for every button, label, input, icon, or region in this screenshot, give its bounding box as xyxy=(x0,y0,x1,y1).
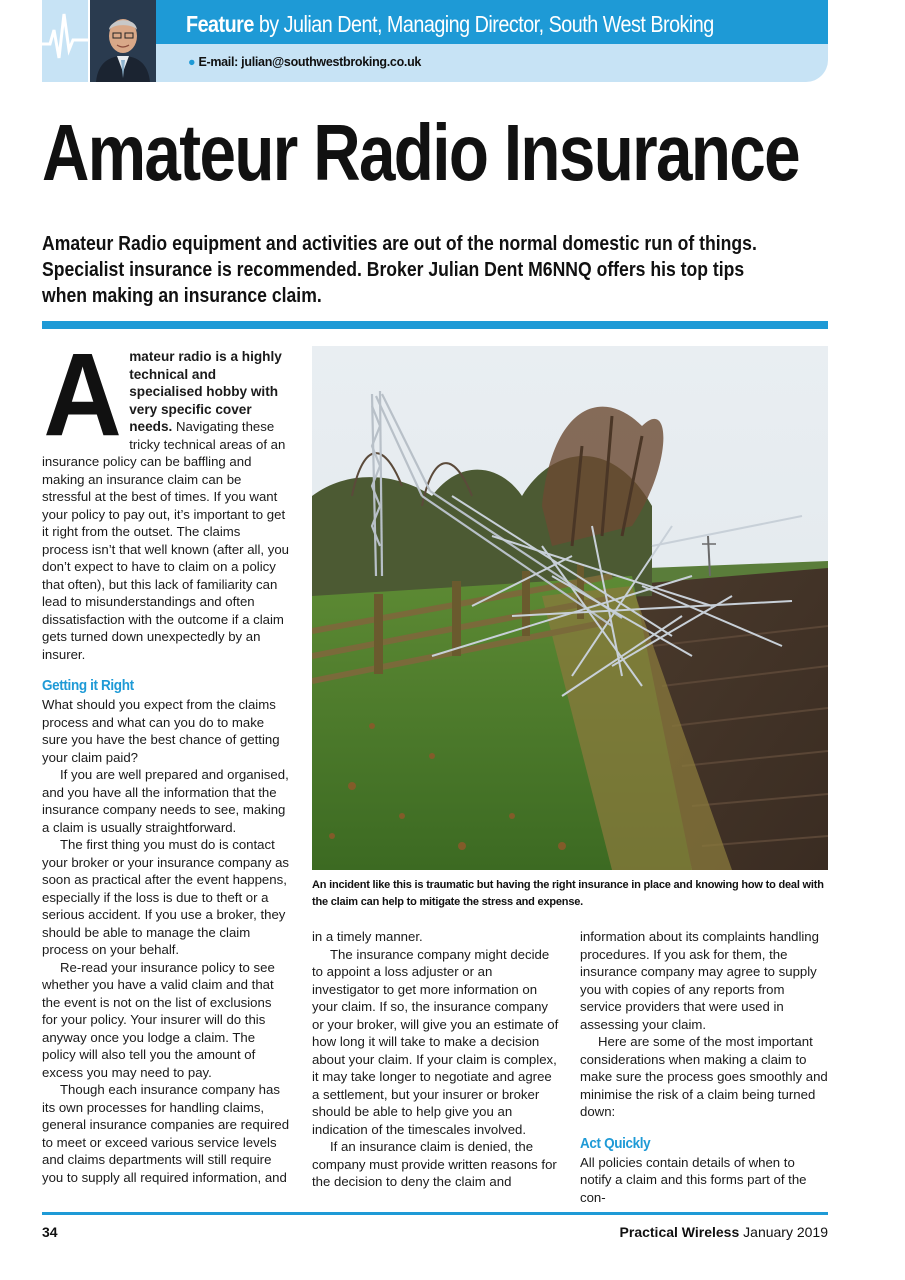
pulse-icon xyxy=(42,0,88,82)
paragraph: If you are well prepared and organised, and you have all the information that the insurance company needs to see, making a claim is usually straightforward. xyxy=(42,767,289,835)
author-email[interactable]: ● E-mail: julian@southwestbroking.co.uk xyxy=(188,55,422,69)
author-photo xyxy=(90,0,156,82)
paragraph: Here are some of the most important considerations when making a claim to make sure the process goes smoothly and minimise the risk of a claim being turned down: xyxy=(580,1034,828,1119)
paragraph: Though each insurance company has its own processes for handling claims, general insurance companies are required to meet or exceed various service levels and claims departments will still require you to supply all required information, and xyxy=(42,1082,290,1185)
magazine-issue: Practical Wireless January 2019 xyxy=(619,1224,828,1240)
dropcap: A xyxy=(43,329,122,461)
article-column-2 xyxy=(312,928,560,1191)
article-column-1 xyxy=(42,329,290,1186)
feature-logo xyxy=(42,0,88,82)
divider xyxy=(42,321,828,329)
paragraph: All policies contain details of when to notify a claim and this forms part of the con- xyxy=(580,1154,807,1205)
paragraph: information about its complaints handling procedures. If you ask for them, the insurance company may agree to supply you with copies of any reports from service providers that were used in assessing your claim. xyxy=(580,929,819,1032)
photo-caption: An incident like this is traumatic but having the right insurance in place and knowing how to deal with the claim can help to mitigate the stress and expense. xyxy=(312,879,824,908)
paragraph: Re-read your insurance policy to see whether you have a valid claim and that the event is not on the list of exclusions for your policy. Your insurer will do this anyway once you lodge a claim. The policy will also tell you the amount of excess you may need to pay. xyxy=(42,959,275,1080)
paragraph: The first thing you must do is contact your broker or your insurance company as soon as practical after the event happens, especially if the loss is due to theft or a serious accident. If you use a broker, they should be able to manage the claim process on your behalf. xyxy=(42,837,290,957)
feature-byline: Feature by Julian Dent, Managing Director, South West Broking xyxy=(186,11,714,37)
article-column-3 xyxy=(580,928,828,1206)
collapsed-mast-image xyxy=(312,346,828,870)
standfirst: Amateur Radio equipment and activities are out of the normal domestic run of things. Specialist insurance is recommended. Broker Julian Dent M6NNQ offers his top tips when making an insurance claim. xyxy=(42,233,757,307)
article-photo xyxy=(312,346,828,870)
paragraph: in a timely manner. xyxy=(312,929,423,944)
bullet-icon: ● xyxy=(188,55,199,69)
paragraph: The insurance company might decide to appoint a loss adjuster or an investigator to get more information on your claim. If so, the insurance company or your broker, will give you an estimate of how long it will take to make a decision about your claim. If your claim is complex, it may take longer to negotiate and agree a settlement, but your insurer or broker should be able to help give you an indication of the timescales involved. xyxy=(312,946,559,1137)
page-number: 34 xyxy=(42,1224,58,1240)
section-heading: Getting it Right xyxy=(42,677,134,694)
section-heading: Act Quickly xyxy=(580,1134,651,1152)
footer-divider xyxy=(42,1212,828,1215)
intro-paragraph: Amateur radio is a highly technical and specialised hobby with very specific cover needs. Navigating these tricky technical areas of an insurance policy can be baffling and making an insurance claim can be stressful at the best of times. If you want your policy to pay out, it’s important to get it right from the outset. The claims process isn’t that well known (after all, you don’t expect to have to claim on a policy that often), but this lack of familiarity can lead to misunderstandings and often dissatisfaction with the outcome if a claim gets turned down unexpectedly by an insurer. xyxy=(42,329,290,662)
page-title: Amateur Radio Insurance xyxy=(42,108,799,197)
paragraph: What should you expect from the claims process and what can you do to make sure you have the best chance of getting your claim paid? xyxy=(42,697,280,765)
paragraph: If an insurance claim is denied, the company must provide written reasons for the decision to deny the claim and xyxy=(312,1139,557,1189)
